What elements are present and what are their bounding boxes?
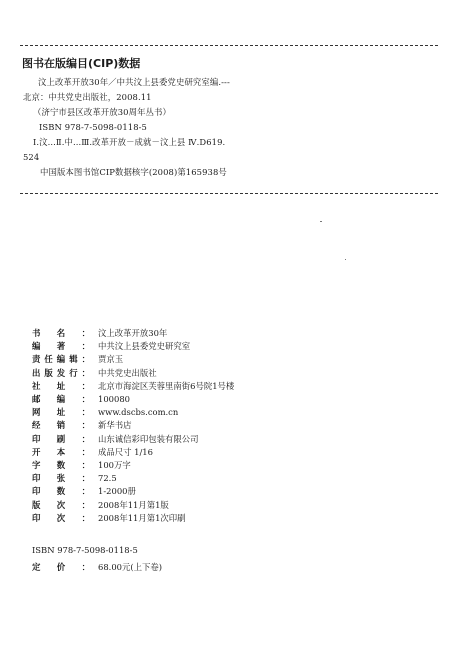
colophon-value: 2008年11月第1次印刷 bbox=[98, 512, 186, 523]
price-value: 68.00元(上下卷) bbox=[98, 562, 163, 572]
cip-line-cip-number: 中国版本图书馆CIP数据核字(2008)第165938号 bbox=[40, 167, 227, 177]
colophon-label: 版次： bbox=[32, 499, 90, 510]
cip-line-series: （济宁市县区改革开放30周年丛书） bbox=[33, 107, 171, 117]
cip-line-classification-cont: 524 bbox=[23, 152, 40, 162]
cip-line-classification: Ⅰ.汶...Ⅱ.中...Ⅲ.改革开放－成就－汶上县 Ⅳ.D619. bbox=[33, 137, 226, 147]
colophon-value: 中共党史出版社 bbox=[98, 367, 157, 378]
colophon-label: 责任编辑： bbox=[32, 354, 90, 365]
colophon-label: 邮编： bbox=[32, 394, 90, 404]
colophon-label: 书名： bbox=[32, 328, 90, 338]
colophon-value: 中共汶上县委党史研究室 bbox=[98, 341, 191, 352]
colophon-value: www.dscbs.com.cn bbox=[98, 407, 179, 418]
colophon-value: 贾京玉 bbox=[98, 354, 124, 365]
colophon-label: 社址： bbox=[32, 380, 90, 391]
colophon-label: 经销： bbox=[32, 420, 90, 431]
colophon-label: 印次： bbox=[32, 512, 90, 523]
bottom-dashed-rule bbox=[20, 193, 438, 194]
cip-heading: 图书在版编目(CIP)数据 bbox=[22, 57, 141, 70]
colophon-label: 开本： bbox=[32, 446, 90, 457]
colophon-value: 北京市海淀区芙蓉里南街6号院1号楼 bbox=[98, 380, 235, 391]
colophon-value: 100万字 bbox=[98, 460, 131, 470]
colophon-value: 1-2000册 bbox=[98, 486, 136, 497]
price-label: 定价： bbox=[32, 562, 90, 572]
cip-line-isbn: ISBN 978-7-5098-0118-5 bbox=[39, 122, 147, 132]
cip-line-publisher: 北京：中共党史出版社，2008.11 bbox=[23, 92, 152, 102]
colophon-value: 72.5 bbox=[98, 473, 117, 484]
colophon-label: 编著： bbox=[32, 341, 90, 352]
colophon-value: 山东诚信彩印包装有限公司 bbox=[98, 433, 199, 444]
colophon-value: 成品尺寸 1/16 bbox=[98, 446, 153, 457]
colophon-value: 2008年11月第1版 bbox=[98, 499, 169, 510]
colophon-value: 100080 bbox=[98, 394, 130, 404]
colophon-label: 印张： bbox=[32, 473, 90, 484]
colophon-label: 印数： bbox=[32, 486, 90, 497]
cip-line-title: 汶上改革开放30年／中共汶上县委党史研究室编.--- bbox=[38, 77, 230, 87]
colophon-label: 出版发行： bbox=[32, 367, 90, 378]
colophon-value: 汶上改革开放30年 bbox=[98, 328, 168, 338]
colophon-label: 印刷： bbox=[32, 433, 90, 444]
colophon-isbn: ISBN 978-7-5098-0118-5 bbox=[32, 545, 138, 555]
colophon-value: 新华书店 bbox=[98, 420, 132, 431]
colophon-label: 网址： bbox=[32, 407, 90, 418]
print-speck bbox=[320, 221, 322, 222]
print-speck bbox=[345, 259, 346, 260]
price-row bbox=[32, 561, 432, 574]
top-dashed-rule bbox=[20, 45, 438, 46]
colophon-label: 字数： bbox=[32, 460, 90, 470]
